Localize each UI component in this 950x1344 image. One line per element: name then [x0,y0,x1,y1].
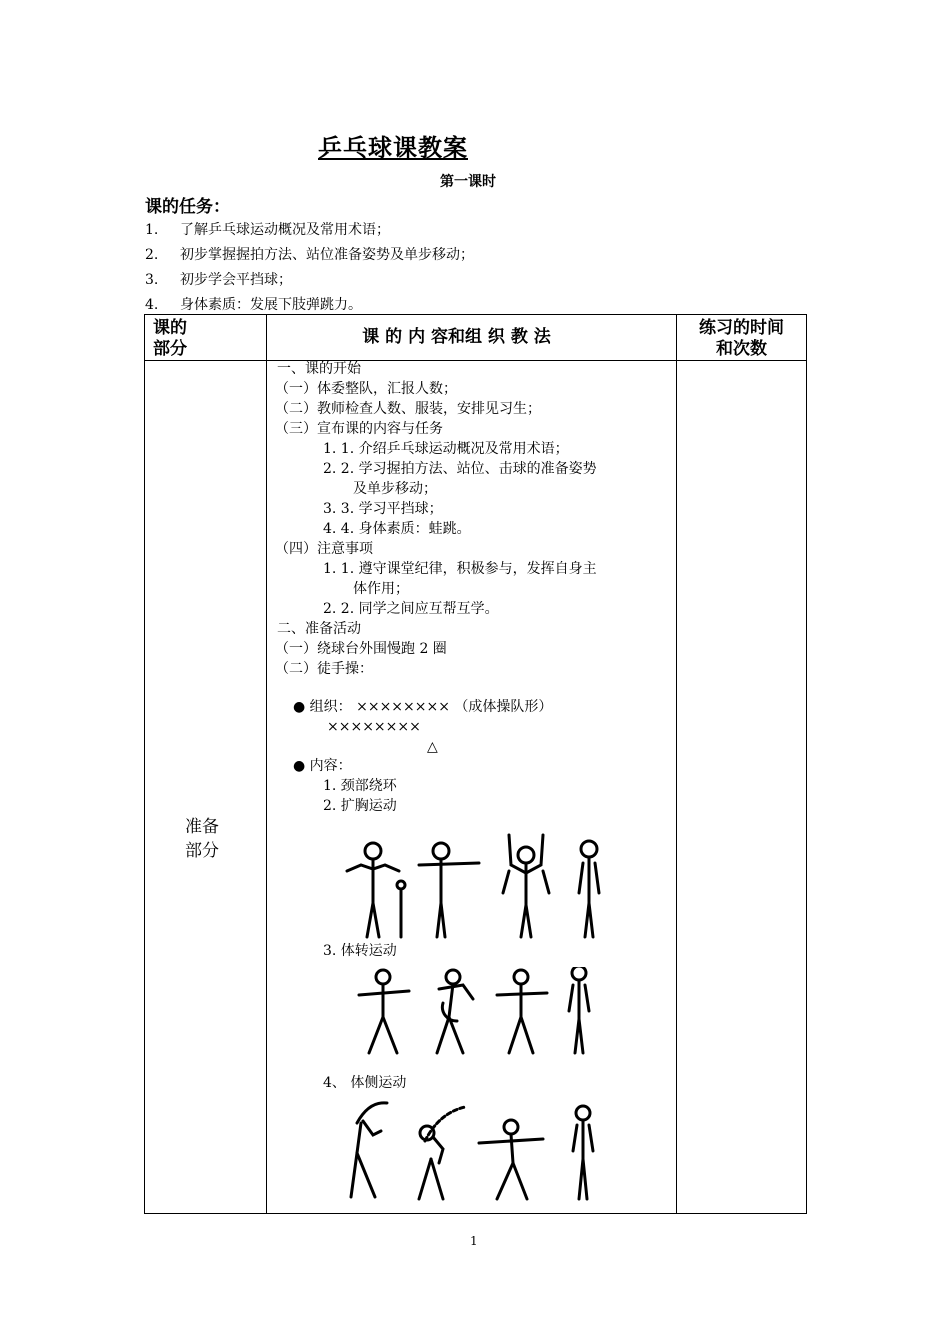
content-line: 1. 1. 介绍乒乓球运动概况及常用术语； [323,441,569,457]
content-line: ×××××××× [327,719,421,735]
task-text: 初步掌握握拍方法、站位准备姿势及单步移动； [180,247,474,263]
header-time-line2: 和次数 [716,339,767,359]
content-line: 3. 3. 学习平挡球； [323,501,443,517]
part-label-line1: 准备 [185,817,219,837]
chest-expansion-figures [343,833,613,943]
content-line: 4. 4. 身体素质：蛙跳。 [323,521,471,537]
content-line: 4、 体侧运动 [323,1075,407,1091]
task-item [145,294,362,314]
content-line: 1. 1. 遵守课堂纪律，积极参与，发挥自身主 [323,561,597,577]
content-line: 2. 扩胸运动 [323,798,397,814]
content-line: （三）宣布课的内容与任务 [275,421,443,437]
table-row [145,361,807,1214]
header-time-cell [677,315,807,361]
content-line: 2. 2. 学习握拍方法、站位、击球的准备姿势 [323,461,597,477]
part-cell [145,361,267,1214]
lesson-subtitle: 第一课时 [440,174,496,190]
task-text: 初步学会平挡球； [180,272,292,288]
task-item [145,244,474,264]
content-line: （一）体委整队，汇报人数； [275,381,457,397]
task-number: 2. [145,247,159,263]
side-bend-figures [347,1093,607,1205]
task-number: 3. [145,272,159,288]
content-line: 3. 体转运动 [323,943,397,959]
trunk-rotation-figures [353,967,603,1059]
content-line: （二）教师检查人数、服装，安排见习生； [275,401,541,417]
content-cell [267,361,677,1214]
content-line: 1. 颈部绕环 [323,778,397,794]
lesson-plan-table [144,314,807,1214]
task-number: 4. [145,297,159,313]
content-line: ● 组织： ×××××××× （成体操队形） [293,699,553,715]
table-header-row [145,315,807,361]
tasks-heading: 课的任务： [145,197,230,217]
task-text: 身体素质：发展下肢弹跳力。 [180,297,362,313]
content-line: 二、准备活动 [277,621,361,637]
content-line: 及单步移动； [353,481,437,497]
content-line: 一、课的开始 [277,361,361,377]
document-title: 乒乓球课教案 [318,134,468,162]
time-cell [677,361,807,1214]
content-line: △ [427,739,438,755]
content-line: （四）注意事项 [275,541,373,557]
task-item [145,269,292,289]
header-part-line2: 部分 [153,339,187,359]
part-label [185,815,219,863]
content-line: 2. 2. 同学之间应互帮互学。 [323,601,499,617]
task-item [145,219,390,239]
header-part-cell [145,315,267,361]
header-part-line1: 课的 [153,318,187,338]
content-line: （一）绕球台外围慢跑 2 圈 [275,641,447,657]
part-label-line2: 部分 [185,841,219,861]
task-text: 了解乒乓球运动概况及常用术语； [180,222,390,238]
task-number: 1. [145,222,159,238]
page-number: 1 [470,1234,478,1248]
content-line: （二）徒手操： [275,661,373,677]
header-content-cell [267,315,677,361]
content-line: ● 内容： [293,758,352,774]
header-content: 课 的 内 容和组 织 教 法 [362,327,551,347]
content-line: 体作用； [353,581,409,597]
header-time-line1: 练习的时间 [699,318,784,338]
